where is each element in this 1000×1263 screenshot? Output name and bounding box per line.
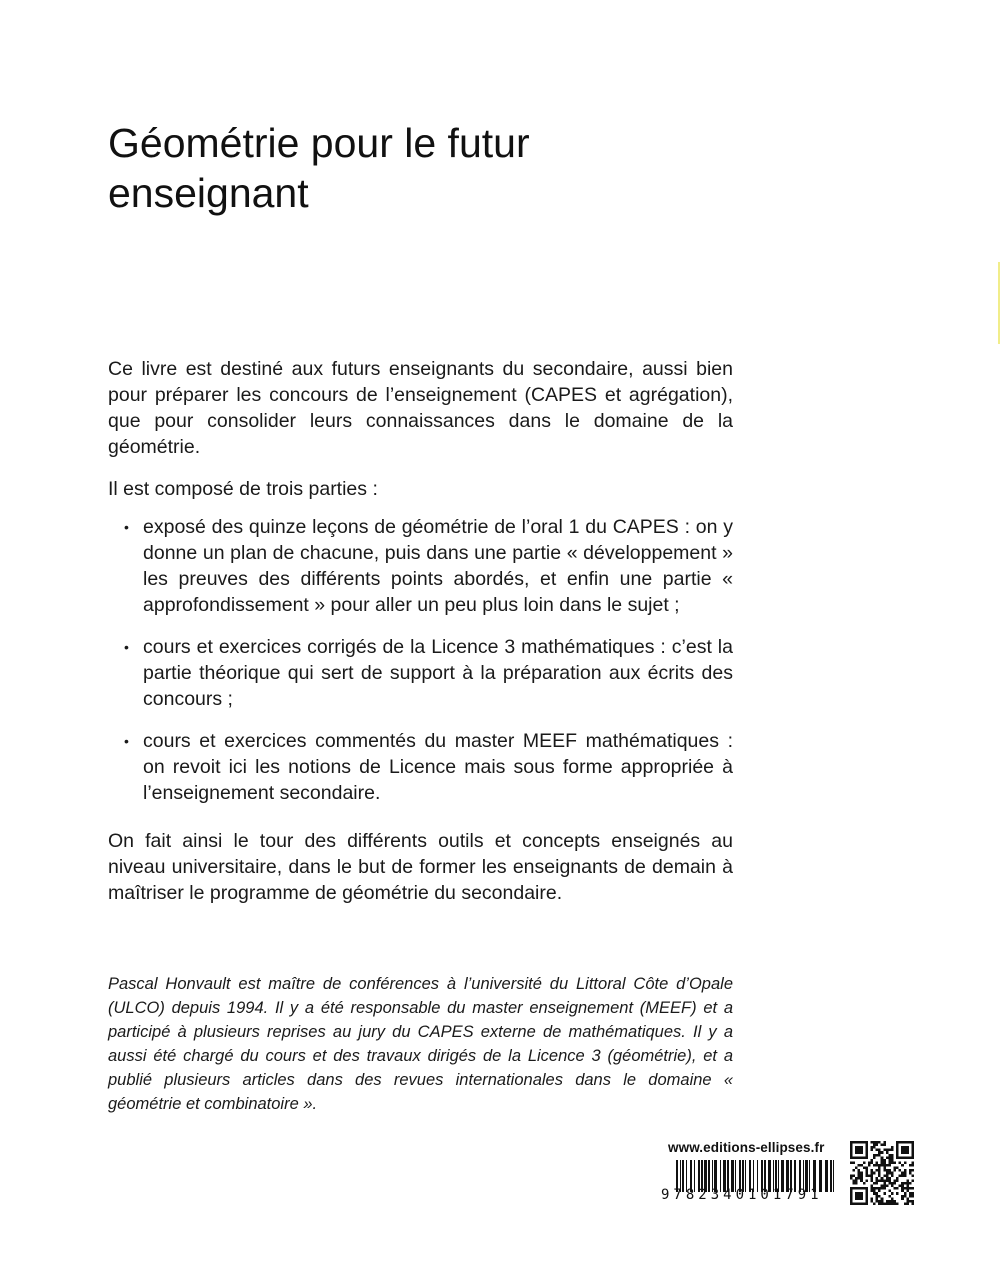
book-title-line-2: enseignant <box>108 170 309 216</box>
list-item-text: cours et exercices corrigés de la Licence 3 mathématiques : c’est la partie théorique qui sert de support à la préparation aux écrits des concours ; <box>143 636 733 710</box>
parts-list <box>108 514 733 806</box>
book-title <box>108 118 748 218</box>
list-item-text: exposé des quinze leçons de géométrie de l’oral 1 du CAPES : on y donne un plan de chacune, puis dans une partie « développement » les preuves des différents points abordés, et enfin une partie « approfondissement » pour aller un peu plus loin dans le sujet ; <box>143 516 733 616</box>
bullet-icon: • <box>124 639 129 655</box>
qr-code-icon <box>850 1141 914 1205</box>
list-item-text: cours et exercices commentés du master MEEF mathématiques : on revoit ici les notions de Licence mais sous forme appropriée à l’enseignement secondaire. <box>143 730 733 804</box>
intro-paragraph: Ce livre est destiné aux futurs enseignants du secondaire, aussi bien pour préparer les concours de l’enseignement (CAPES et agrégation), que pour consolider leurs connaissances dans le domaine de la géométrie. <box>108 358 733 458</box>
author-bio: Pascal Honvault est maître de conférences à l’université du Littoral Côte d’Opale (ULCO) depuis 1994. Il y a été responsable du master enseignement (MEEF) et a participé à plusieurs reprises au jury du CAPES externe de mathématiques. Il y a aussi été chargé du cours et des travaux dirigés de la Licence 3 (géométrie), et a publié plusieurs articles dans des revues internationales dans le domaine « géométrie et combinatoire ». <box>108 975 733 1113</box>
book-title-line-1: Géométrie pour le futur <box>108 120 530 166</box>
list-item <box>108 634 733 712</box>
bullet-icon: • <box>124 733 129 749</box>
publisher-website[interactable]: www.editions-ellipses.fr <box>668 1140 825 1155</box>
list-intro: Il est composé de trois parties : <box>108 478 378 500</box>
list-item <box>108 514 733 618</box>
description <box>108 356 733 906</box>
isbn-number: 9782340101791 <box>661 1187 823 1203</box>
bullet-icon: • <box>124 519 129 535</box>
list-item <box>108 728 733 806</box>
conclusion-paragraph: On fait ainsi le tour des différents outils et concepts enseignés au niveau universitaire, dans le but de former les enseignants de demain à maîtriser le programme de géométrie du secondaire. <box>108 830 733 904</box>
